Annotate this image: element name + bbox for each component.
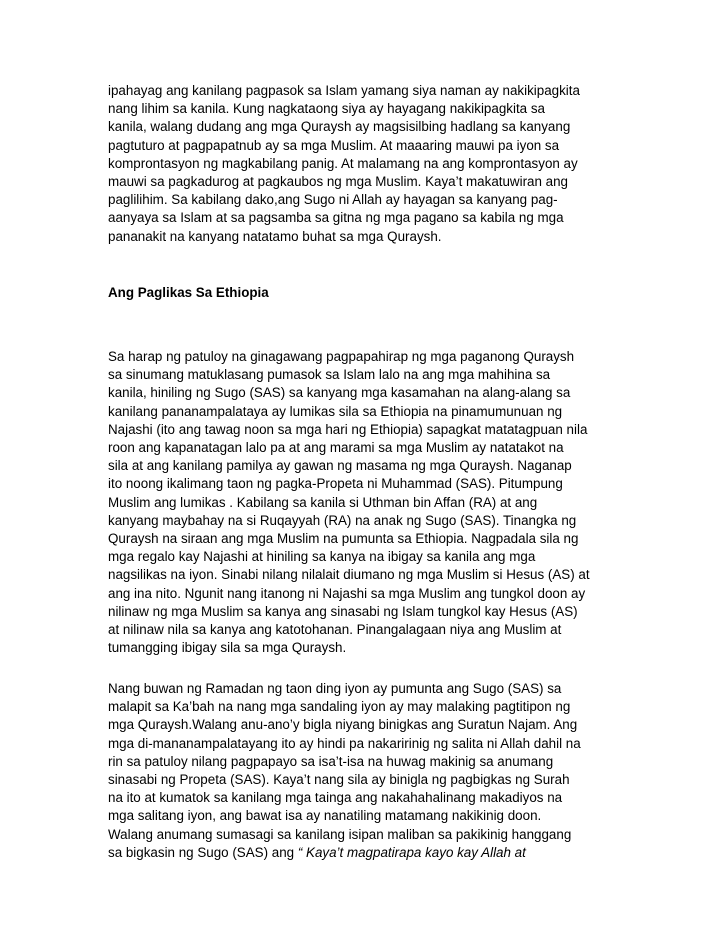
- text-line: tumangging ibigay sila sa mga Quraysh.: [108, 640, 347, 656]
- text-line: mga regalo kay Najashi at hiniling sa kanya na ibigay sa kanila ang mga: [108, 549, 536, 565]
- text-line: nagsilikas na iyon. Sinabi nilang nilalait diumano ng mga Muslim si Hesus (AS) at: [108, 567, 590, 583]
- text-line: kanyang maybahay na si Ruqayyah (RA) na anak ng Sugo (SAS). Tinangka ng: [108, 512, 577, 528]
- paragraph-1: [108, 82, 580, 246]
- text-line-last: [108, 844, 581, 862]
- text-plain: sa bigkasin ng Sugo (SAS) ang: [108, 844, 298, 860]
- quote-italic: “ Kaya’t magpatirapa kayo kay Allah at: [297, 844, 526, 860]
- text-line: nilinaw ng mga Muslim sa kanya ang sinasabi ng Islam tungkol kay Hesus (AS): [108, 603, 578, 619]
- text-line: Najashi (ito ang tawag noon sa mga hari ng Ethiopia) sapagkat matatagpuan nila: [108, 421, 588, 437]
- text-line: aanyaya sa Islam at sa pagsamba sa gitna ng mga pagano sa kabila ng mga: [108, 210, 564, 226]
- text-line: pagtuturo at pagpapatnub ay sa mga Muslim. At maaaring mauwi pa iyon sa: [108, 137, 560, 153]
- text-line: mauwi sa pagkadurog at pagkaubos ng mga Muslim. Kaya’t makatuwiran ang: [108, 174, 568, 190]
- text-line: kanila, hiniling ng Sugo (SAS) sa kanyang mga kasamahan na alang-alang sa: [108, 385, 571, 401]
- text-line: pananakit na kanyang natatamo buhat sa mga Quraysh.: [108, 228, 442, 244]
- section-heading: Ang Paglikas Sa Ethiopia: [108, 285, 269, 300]
- paragraph-2: [108, 348, 590, 657]
- text-line: malapit sa Ka’bah na nang mga sandaling iyon ay may malaking pagtitipon ng: [108, 699, 571, 715]
- text-line: paglilihim. Sa kabilang dako,ang Sugo ni Allah ay hayagan sa kanyang pag-: [108, 192, 558, 208]
- text-line: sa sinumang matuklasang pumasok sa Islam lalo na ang mga mahihina sa: [108, 367, 551, 383]
- text-line: mga Quraysh.Walang anu-ano’y bigla niyang binigkas ang Suratun Najam. Ang: [108, 717, 578, 733]
- text-line: kanilang pananampalataya ay lumikas sila sa Ethiopia na pinamumunuan ng: [108, 403, 563, 419]
- text-line: roon ang kapanatagan lalo pa at ang marami sa mga Muslim ay natatakot na: [108, 440, 564, 456]
- text-line: Nang buwan ng Ramadan ng taon ding iyon ay pumunta ang Sugo (SAS) sa: [108, 681, 562, 696]
- text-line: Muslim ang lumikas . Kabilang sa kanila si Uthman bin Affan (RA) at ang: [108, 494, 538, 510]
- text-line: ipahayag ang kanilang pagpasok sa Islam yamang siya naman ay nakikipagkita: [108, 83, 580, 98]
- text-line: nang lihim sa kanila. Kung nagkataong siya ay hayagang nakikipagkita sa: [108, 101, 545, 117]
- text-line: sila at ang kanilang pamilya ay gawan ng masama ng mga Quraysh. Naganap: [108, 458, 572, 474]
- text-line: na ito at kumatok sa kanilang mga tainga ang nakahahalinang makadiyos na: [108, 790, 563, 806]
- text-line: Quraysh na siraan ang mga Muslim na pumunta sa Ethiopia. Nagpadala sila ng: [108, 531, 579, 547]
- text-line: Walang anumang sumasagi sa kanilang isipan maliban sa pakikinig hanggang: [108, 826, 572, 842]
- text-line: ito noong ikalimang taon ng pagka-Propeta ni Muhammad (SAS). Pitumpung: [108, 476, 563, 492]
- text-line: kanila, walang dudang ang mga Quraysh ay magsisilbing hadlang sa kanyang: [108, 119, 571, 135]
- text-line: mga salitang iyon, ang bawat isa ay nanatiling matamang nakikinig doon.: [108, 808, 542, 824]
- paragraph-3: [108, 680, 581, 862]
- text-line: at nilinaw nila sa kanya ang katotohanan. Pinangalagaan niya ang Muslim at: [108, 622, 562, 638]
- text-line: sinasabi ng Propeta (SAS). Kaya’t nang sila ay binigla ng pagbigkas ng Surah: [108, 772, 570, 788]
- text-line: rin sa patuloy nilang pagpapayo sa isa’t-isa na huwag makinig sa anumang: [108, 753, 554, 769]
- text-line: Sa harap ng patuloy na ginagawang pagpapahirap ng mga paganong Quraysh: [108, 349, 575, 364]
- text-line: ang ina nito. Ngunit nang itanong ni Najashi sa mga Muslim ang tungkol doon ay: [108, 585, 586, 601]
- text-line: mga di-mananampalatayang ito ay hindi pa nakaririnig ng salita ni Allah dahil na: [108, 735, 581, 751]
- text-line: komprontasyon ng magkabilang panig. At malamang na ang komprontasyon ay: [108, 155, 578, 171]
